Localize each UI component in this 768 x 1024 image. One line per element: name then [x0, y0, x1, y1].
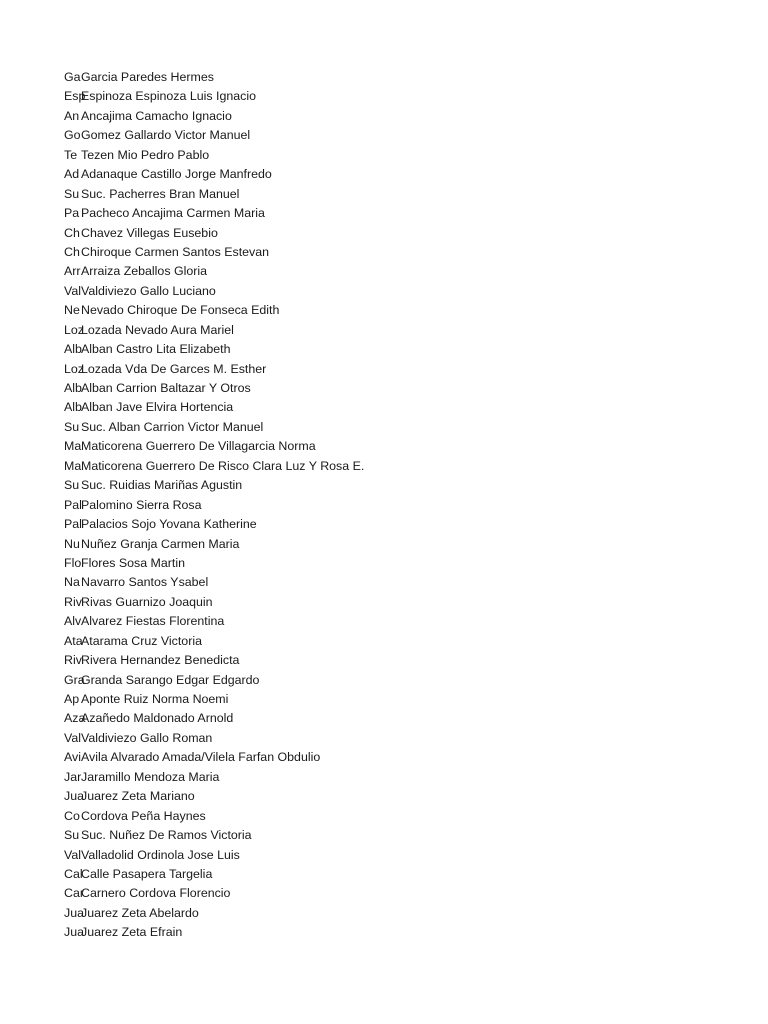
list-row [64, 165, 364, 184]
truncated-cell: Nu [64, 536, 80, 551]
truncated-cell: Pa [64, 206, 80, 221]
truncated-cell: Pal [64, 497, 82, 512]
full-name-cell: Alban Carrion Baltazar Y Otros [81, 381, 251, 395]
list-row [64, 690, 364, 709]
list-row [64, 146, 364, 165]
list-row [64, 671, 364, 690]
truncated-cell: Cal [64, 866, 83, 881]
truncated-cell: Ma [64, 458, 82, 473]
full-name-cell: Alban Castro Lita Elizabeth [81, 342, 231, 357]
list-row [64, 379, 364, 398]
full-name-cell: Juarez Zeta Efrain [81, 925, 183, 940]
full-name-cell: Rivas Guarnizo Joaquin [81, 594, 213, 609]
list-row [64, 437, 364, 456]
list-row [64, 554, 364, 573]
list-row [64, 904, 364, 923]
truncated-cell: Co [64, 808, 80, 823]
full-name-cell: Lozada Nevado Aura Mariel [81, 322, 234, 337]
list-row [64, 185, 364, 204]
list-row [64, 612, 364, 631]
list-row [64, 535, 364, 554]
list-row [64, 224, 364, 243]
full-name-cell: Juarez Zeta Mariano [81, 789, 195, 804]
full-name-cell: Atarama Cruz Victoria [81, 633, 202, 648]
truncated-cell: Flo [64, 555, 82, 570]
truncated-cell: Su [64, 419, 80, 434]
full-name-cell: Suc. Alban Carrion Victor Manuel [81, 419, 264, 434]
full-name-cell: Lozada Vda De Garces M. Esther [81, 361, 267, 376]
truncated-cell: An [64, 108, 80, 123]
truncated-cell: Alb [64, 381, 82, 395]
list-row [64, 282, 364, 301]
full-name-cell: Alban Jave Elvira Hortencia [81, 400, 234, 415]
full-name-cell: Tezen Mio Pedro Pablo [81, 147, 210, 162]
full-name-cell: Valdiviezo Gallo Luciano [81, 283, 216, 298]
list-row [64, 204, 364, 223]
list-row [64, 243, 364, 262]
full-name-cell: Calle Pasapera Targelia [81, 866, 213, 881]
list-row [64, 768, 364, 787]
full-name-cell: Gomez Gallardo Victor Manuel [81, 128, 251, 143]
truncated-cell: Na [64, 575, 80, 590]
truncated-cell: Alb [64, 400, 82, 415]
full-name-cell: Ancajima Camacho Ignacio [81, 108, 232, 123]
truncated-cell: Aza [64, 711, 86, 726]
list-row [64, 398, 364, 417]
full-name-cell: Espinoza Espinoza Luis Ignacio [81, 89, 256, 104]
truncated-cell: Loz [64, 322, 84, 337]
full-name-cell: Suc. Nuñez De Ramos Victoria [81, 828, 252, 843]
full-name-cell: Valdiviezo Gallo Roman [81, 730, 213, 745]
list-row [64, 884, 364, 903]
full-name-cell: Azañedo Maldonado Arnold [81, 711, 234, 726]
list-row [64, 457, 364, 476]
list-row [64, 301, 364, 320]
truncated-cell: Val [64, 283, 81, 298]
full-name-cell: Garcia Paredes Hermes [81, 70, 214, 84]
full-name-cell: Suc. Pacherres Bran Manuel [81, 186, 240, 201]
full-name-cell: Alvarez Fiestas Florentina [81, 614, 225, 629]
list-row [64, 632, 364, 651]
truncated-cell: Ata [64, 633, 83, 648]
list-row [64, 709, 364, 728]
list-row [64, 846, 364, 865]
truncated-cell: Riv [64, 594, 82, 609]
truncated-cell: Pal [64, 517, 82, 532]
truncated-cell: Gra [64, 672, 85, 687]
list-row [64, 262, 364, 281]
list-row [64, 729, 364, 748]
full-name-cell: Aponte Ruiz Norma Noemi [81, 692, 229, 706]
full-name-cell: Juarez Zeta Abelardo [81, 905, 199, 920]
truncated-cell: Alb [64, 342, 82, 357]
full-name-cell: Jaramillo Mendoza Maria [81, 769, 220, 784]
list-row [64, 126, 364, 145]
list-row [64, 321, 364, 340]
full-name-cell: Maticorena Guerrero De Villagarcia Norma [81, 439, 316, 454]
truncated-cell: Su [64, 478, 80, 493]
full-name-cell: Nuñez Granja Carmen Maria [81, 536, 240, 551]
full-name-cell: Chavez Villegas Eusebio [81, 225, 218, 240]
full-name-cell: Navarro Santos Ysabel [81, 575, 209, 590]
truncated-cell: Avi [64, 750, 81, 765]
truncated-cell: Ad [64, 167, 80, 182]
list-row [64, 476, 364, 495]
truncated-cell: Ga [64, 70, 81, 84]
full-name-cell: Palomino Sierra Rosa [81, 497, 202, 512]
truncated-cell: Val [64, 847, 81, 862]
truncated-cell: Ch [64, 244, 80, 259]
full-name-cell: Valladolid Ordinola Jose Luis [81, 847, 240, 862]
full-name-cell: Suc. Ruidias Mariñas Agustin [81, 478, 243, 493]
truncated-cell: Alv [64, 614, 82, 629]
truncated-cell: Jua [64, 905, 84, 920]
list-row [64, 865, 364, 884]
list-row [64, 87, 364, 106]
full-name-cell: Arraiza Zeballos Gloria [81, 264, 208, 279]
truncated-cell: Ap [64, 692, 80, 706]
list-row [64, 748, 364, 767]
truncated-cell: Su [64, 186, 80, 201]
full-name-cell: Carnero Cordova Florencio [81, 886, 231, 901]
list-row [64, 340, 364, 359]
truncated-cell: Jua [64, 925, 84, 940]
truncated-cell: Ma [64, 439, 82, 454]
truncated-cell: Val [64, 730, 81, 745]
truncated-cell: Jua [64, 789, 84, 804]
truncated-cell: Ch [64, 225, 80, 240]
truncated-cell: Su [64, 828, 80, 843]
list-row [64, 107, 364, 126]
full-name-cell: Nevado Chiroque De Fonseca Edith [81, 303, 280, 318]
truncated-cell: Loz [64, 361, 84, 376]
full-name-cell: Pacheco Ancajima Carmen Maria [81, 206, 265, 221]
full-name-cell: Maticorena Guerrero De Risco Clara Luz Y Rosa E. [81, 458, 365, 473]
full-name-cell: Chiroque Carmen Santos Estevan [81, 244, 270, 259]
full-name-cell: Avila Alvarado Amada/Vilela Farfan Obdulio [81, 750, 321, 765]
truncated-cell: Car [64, 886, 84, 901]
truncated-cell: Riv [64, 653, 82, 668]
list-row [64, 826, 364, 845]
full-name-cell: Adanaque Castillo Jorge Manfredo [81, 167, 272, 182]
list-row [64, 787, 364, 806]
list-row [64, 515, 364, 534]
truncated-cell: Arr [64, 264, 81, 279]
list-row [64, 496, 364, 515]
truncated-cell: Go [64, 128, 81, 143]
truncated-cell: Ne [64, 303, 80, 318]
full-name-cell: Granda Sarango Edgar Edgardo [81, 672, 260, 687]
list-row [64, 573, 364, 592]
name-list [64, 68, 364, 943]
full-name-cell: Rivera Hernandez Benedicta [81, 653, 240, 668]
list-row [64, 418, 364, 437]
list-row [64, 923, 364, 942]
truncated-cell: Te [64, 147, 78, 162]
full-name-cell: Flores Sosa Martin [81, 555, 185, 570]
list-row [64, 593, 364, 612]
truncated-cell: Jar [64, 769, 82, 784]
list-row [64, 360, 364, 379]
list-row [64, 68, 364, 87]
full-name-cell: Cordova Peña Haynes [81, 808, 206, 823]
truncated-cell: Esp [64, 89, 86, 104]
list-row [64, 651, 364, 670]
full-name-cell: Palacios Sojo Yovana Katherine [81, 517, 257, 532]
list-row [64, 807, 364, 826]
